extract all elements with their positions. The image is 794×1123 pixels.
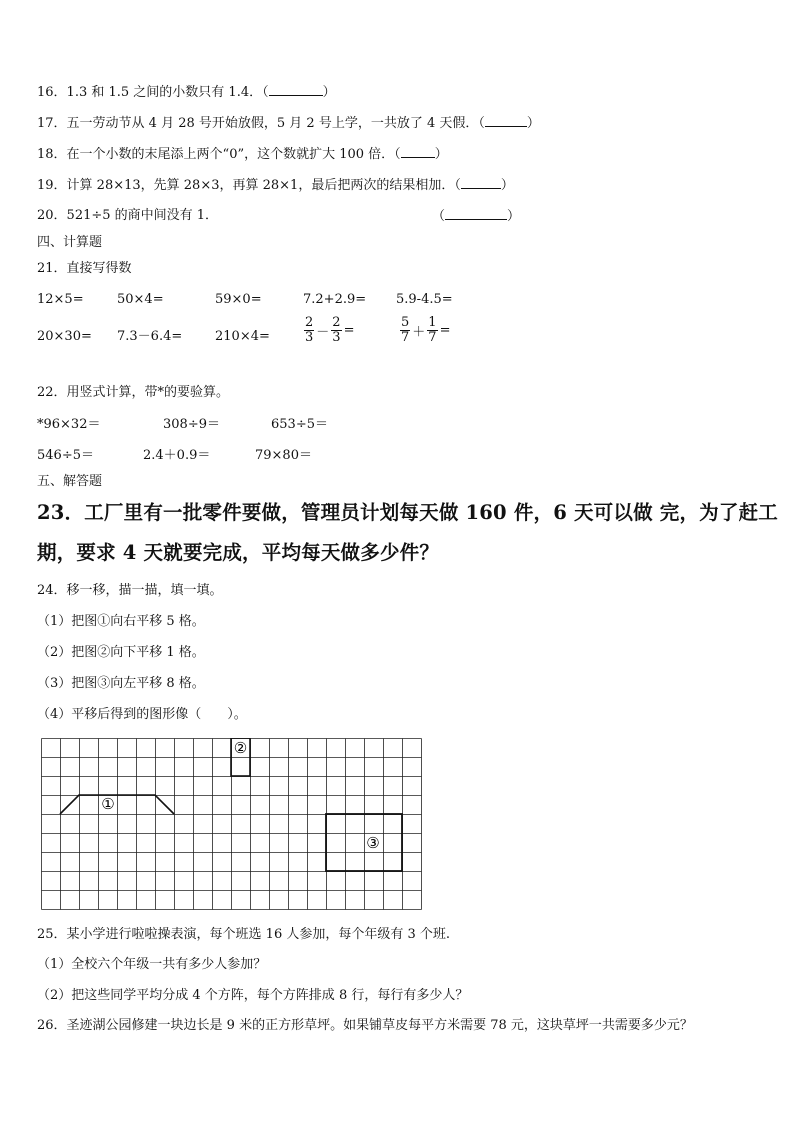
calc-item: 5.9-4.5= bbox=[396, 292, 453, 307]
answer-blank[interactable] bbox=[401, 146, 435, 158]
denominator: 3 bbox=[332, 330, 341, 345]
equals-sign: = bbox=[343, 323, 355, 338]
calc-item: 7.2+2.9= bbox=[303, 292, 367, 307]
vertical-calc-item: *96×32＝ bbox=[37, 417, 101, 432]
calc-item: 20×30= bbox=[37, 329, 92, 344]
paren-close: ） bbox=[500, 178, 514, 193]
question-19 bbox=[37, 177, 514, 194]
paren-close: ） bbox=[526, 116, 540, 131]
operator: ＋ bbox=[412, 325, 426, 340]
operator: － bbox=[316, 325, 330, 340]
question-24-part-3: （3）把图③向左平移 8 格。 bbox=[37, 676, 205, 691]
calc-item: 210×4= bbox=[215, 329, 270, 344]
equals-sign: = bbox=[439, 323, 451, 338]
vertical-calc-item: 79×80＝ bbox=[255, 448, 312, 463]
question-22-title: 22．用竖式计算，带*的要验算。 bbox=[37, 385, 230, 400]
question-25: 25．某小学进行啦啦操表演，每个班选 16 人参加，每个年级有 3 个班. bbox=[37, 927, 451, 942]
fraction-expression-1 bbox=[302, 316, 354, 345]
question-17 bbox=[37, 115, 540, 132]
numerator: 2 bbox=[305, 315, 314, 330]
answer-blank[interactable] bbox=[445, 208, 507, 220]
paren-close: ） bbox=[322, 85, 336, 100]
question-20-text: 20．521÷5 的商中间没有 1． bbox=[37, 208, 219, 223]
question-18-text: 18．在一个小数的末尾添上两个“0”，这个数就扩大 100 倍．（ bbox=[37, 147, 401, 162]
vertical-calc-item: 308÷9＝ bbox=[163, 417, 220, 432]
question-25-part-2: （2）把这些同学平均分成 4 个方阵，每个方阵排成 8 行，每行有多少人？ bbox=[37, 988, 469, 1003]
paren-open: （ bbox=[432, 209, 446, 224]
question-16-text: 16．1.3 和 1.5 之间的小数只有 1.4．（ bbox=[37, 85, 269, 100]
denominator: 7 bbox=[401, 330, 410, 345]
denominator: 3 bbox=[305, 330, 314, 345]
question-25-part-1: （1）全校六个年级一共有多少人参加？ bbox=[37, 957, 267, 972]
fraction bbox=[304, 316, 314, 345]
numerator: 2 bbox=[332, 315, 341, 330]
fraction bbox=[427, 316, 437, 345]
vertical-calc-item: 546÷5＝ bbox=[37, 448, 94, 463]
question-18 bbox=[37, 146, 448, 163]
figure-2-label: ② bbox=[233, 739, 248, 757]
numerator: 5 bbox=[401, 315, 410, 330]
translation-grid bbox=[41, 738, 423, 912]
answer-blank[interactable] bbox=[269, 84, 323, 96]
fraction bbox=[331, 316, 341, 345]
section-5-title: 五、解答题 bbox=[37, 474, 103, 489]
question-26: 26．圣迹湖公园修建一块边长是 9 米的正方形草坪。如果铺草皮每平方米需要 78 元，这块草坪一共需要多少元？ bbox=[37, 1018, 693, 1033]
answer-blank[interactable] bbox=[485, 115, 527, 127]
figure-3-rectangle bbox=[326, 814, 402, 871]
section-4-title: 四、计算题 bbox=[37, 235, 103, 250]
calc-item: 12×5= bbox=[37, 292, 84, 307]
fraction bbox=[400, 316, 410, 345]
question-21-title: 21．直接写得数 bbox=[37, 261, 132, 276]
fraction-expression-2 bbox=[398, 316, 450, 345]
question-20 bbox=[37, 208, 218, 224]
denominator: 7 bbox=[428, 330, 437, 345]
question-16 bbox=[37, 84, 336, 101]
figure-1-trapezoid bbox=[60, 795, 174, 814]
vertical-calc-item: 653÷5＝ bbox=[271, 417, 328, 432]
question-17-text: 17．五一劳动节从 4 月 28 号开始放假，5 月 2 号上学，一共放了 4 天假．（ bbox=[37, 116, 485, 131]
question-19-text: 19．计算 28×13，先算 28×3，再算 28×1，最后把两次的结果相加．（ bbox=[37, 178, 461, 193]
question-24-part-2: （2）把图②向下平移 1 格。 bbox=[37, 645, 205, 660]
question-23-line-1: 23．工厂里有一批零件要做，管理员计划每天做 160 件，6 天可以做 完，为了赶工 bbox=[37, 501, 778, 524]
figure-1-label: ① bbox=[101, 795, 115, 813]
figure-3-label: ③ bbox=[366, 834, 380, 852]
question-24-part-4: （4）平移后得到的图形像（ ）。 bbox=[37, 707, 247, 722]
paren-close: ） bbox=[507, 209, 521, 224]
paren-close: ） bbox=[434, 147, 448, 162]
question-23-line-2: 期，要求 4 天就要完成，平均每天做多少件？ bbox=[37, 541, 440, 564]
question-20-answer bbox=[432, 208, 520, 225]
calc-item: 59×0= bbox=[215, 292, 262, 307]
numerator: 1 bbox=[428, 315, 437, 330]
vertical-calc-item: 2.4＋0.9＝ bbox=[143, 448, 211, 463]
question-24-part-1: （1）把图①向右平移 5 格。 bbox=[37, 614, 205, 629]
calc-item: 50×4= bbox=[117, 292, 164, 307]
calc-item: 7.3－6.4= bbox=[117, 329, 183, 344]
answer-blank[interactable] bbox=[461, 177, 501, 189]
question-24-title: 24．移一移，描一描，填一填。 bbox=[37, 583, 223, 598]
